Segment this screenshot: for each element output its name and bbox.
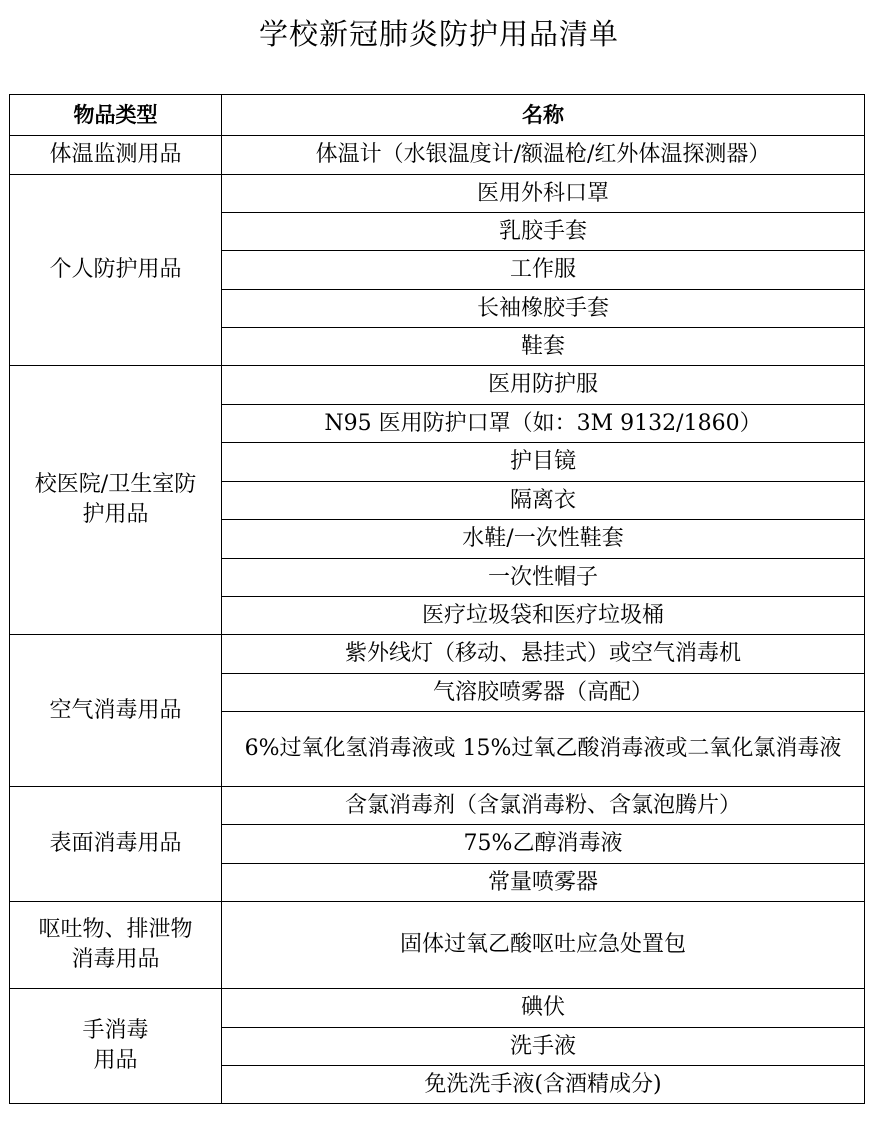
- category-cell: 校医院/卫生室防 护用品: [10, 366, 222, 635]
- table-row: [10, 175, 865, 213]
- header-name: 名称: [222, 95, 865, 136]
- table-row: [10, 366, 865, 405]
- item-cell: 碘伏: [222, 989, 865, 1028]
- item-cell: 气溶胶喷雾器（高配）: [222, 674, 865, 712]
- item-cell: 常量喷雾器: [222, 864, 865, 902]
- item-cell: 鞋套: [222, 328, 865, 366]
- item-cell: 一次性帽子: [222, 559, 865, 597]
- header-category: 物品类型: [10, 95, 222, 136]
- table-row: [10, 136, 865, 175]
- item-cell: 含氯消毒剂（含氯消毒粉、含氯泡腾片）: [222, 787, 865, 825]
- category-cell: 手消毒 用品: [10, 989, 222, 1104]
- supplies-table: [9, 94, 865, 1104]
- table-header-row: [10, 95, 865, 136]
- item-cell: N95 医用防护口罩（如：3M 9132/1860）: [222, 405, 865, 443]
- category-cell: 体温监测用品: [10, 136, 222, 175]
- item-cell: 医用外科口罩: [222, 175, 865, 213]
- item-cell: 固体过氧乙酸呕吐应急处置包: [222, 902, 865, 989]
- category-cell: 个人防护用品: [10, 175, 222, 366]
- item-cell: 乳胶手套: [222, 213, 865, 251]
- item-cell: 隔离衣: [222, 482, 865, 520]
- item-cell: 工作服: [222, 251, 865, 290]
- item-cell: 医用防护服: [222, 366, 865, 405]
- item-cell: 医疗垃圾袋和医疗垃圾桶: [222, 597, 865, 635]
- table-row: [10, 902, 865, 989]
- table-row: [10, 989, 865, 1028]
- item-cell: 6%过氧化氢消毒液或 15%过氧乙酸消毒液或二氧化氯消毒液: [222, 712, 865, 787]
- category-cell: 空气消毒用品: [10, 635, 222, 787]
- item-cell: 洗手液: [222, 1028, 865, 1066]
- item-cell: 体温计（水银温度计/额温枪/红外体温探测器）: [222, 136, 865, 175]
- item-cell: 护目镜: [222, 443, 865, 482]
- item-cell: 长袖橡胶手套: [222, 290, 865, 328]
- item-cell: 水鞋/一次性鞋套: [222, 520, 865, 559]
- table-row: [10, 635, 865, 674]
- item-cell: 75%乙醇消毒液: [222, 825, 865, 864]
- category-cell: 表面消毒用品: [10, 787, 222, 902]
- item-cell: 紫外线灯（移动、悬挂式）或空气消毒机: [222, 635, 865, 674]
- item-cell: 免洗洗手液(含酒精成分): [222, 1066, 865, 1104]
- category-cell: 呕吐物、排泄物 消毒用品: [10, 902, 222, 989]
- page-title: 学校新冠肺炎防护用品清单: [258, 17, 619, 51]
- table-row: [10, 787, 865, 825]
